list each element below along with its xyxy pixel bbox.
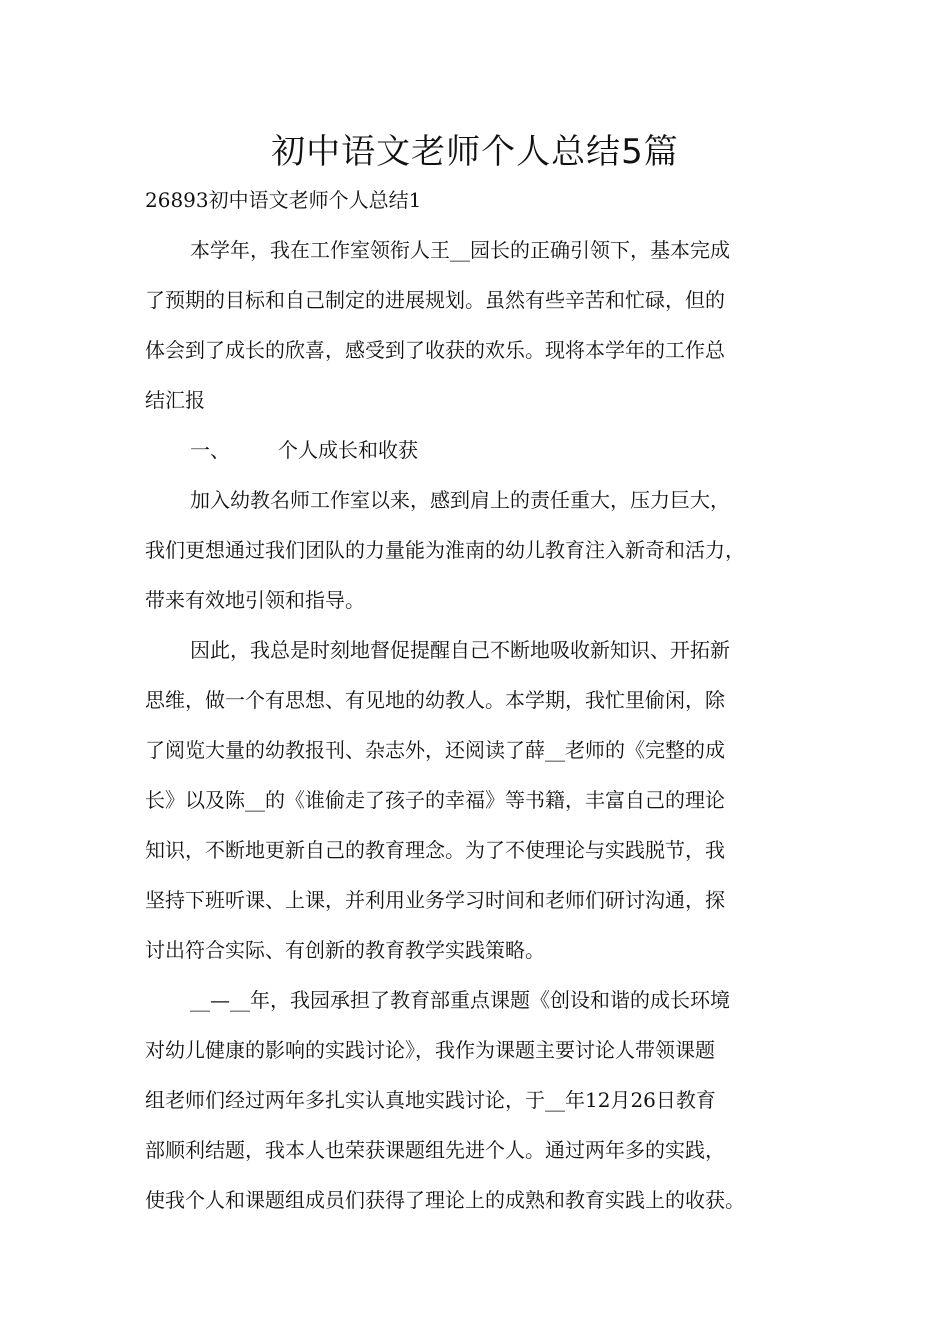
paragraph-line: 了预期的目标和自己制定的进展规划。虽然有些辛苦和忙碌，但的 [145,288,725,312]
paragraph-line: 本学年，我在工作室领衔人王__园长的正确引领下，基本完成 [190,238,730,262]
paragraph-line: 知识，不断地更新自己的教育理念。为了不使理论与实践脱节，我 [145,838,725,862]
paragraph-line: 我们更想通过我们团队的力量能为淮南的幼儿教育注入新奇和活力， [145,538,745,562]
paragraph-line: 了阅览大量的幼教报刊、杂志外，还阅读了薛__老师的《完整的成 [145,738,725,762]
document-title: 初中语文老师个人总结5篇 [271,132,679,172]
paragraph-line: 组老师们经过两年多扎实认真地实践讨论，于__年12月26日教育 [145,1088,716,1112]
paragraph-line: 思维，做一个有思想、有见地的幼教人。本学期，我忙里偷闲，除 [145,688,725,712]
paragraph-line: 对幼儿健康的影响的实践讨论》，我作为课题主要讨论人带领课题 [145,1038,715,1062]
paragraph-line: 因此，我总是时刻地督促提醒自己不断地吸收新知识、开拓新 [190,638,730,662]
paragraph-line: __—__年，我园承担了教育部重点课题《创设和谐的成长环境 [190,988,730,1012]
paragraph-line: 加入幼教名师工作室以来，感到肩上的责任重大，压力巨大， [190,488,730,512]
section-number: 一、 [190,438,230,462]
paragraph-line: 结汇报 [145,388,205,412]
document-subtitle: 26893初中语文老师个人总结1 [145,188,422,212]
paragraph-line: 体会到了成长的欣喜，感受到了收获的欢乐。现将本学年的工作总 [145,338,725,362]
paragraph-line: 部顺利结题，我本人也荣获课题组先进个人。通过两年多的实践， [145,1138,725,1162]
paragraph-line: 带来有效地引领和指导。 [145,588,365,612]
paragraph-line: 坚持下班听课、上课，并利用业务学习时间和老师们研讨沟通，探 [145,888,725,912]
paragraph-line: 长》以及陈__的《谁偷走了孩子的幸福》等书籍，丰富自己的理论 [145,788,725,812]
paragraph-line: 使我个人和课题组成员们获得了理论上的成熟和教育实践上的收获。 [145,1188,745,1212]
section-heading: 个人成长和收获 [278,438,418,462]
paragraph-line: 讨出符合实际、有创新的教育教学实践策略。 [145,938,545,962]
